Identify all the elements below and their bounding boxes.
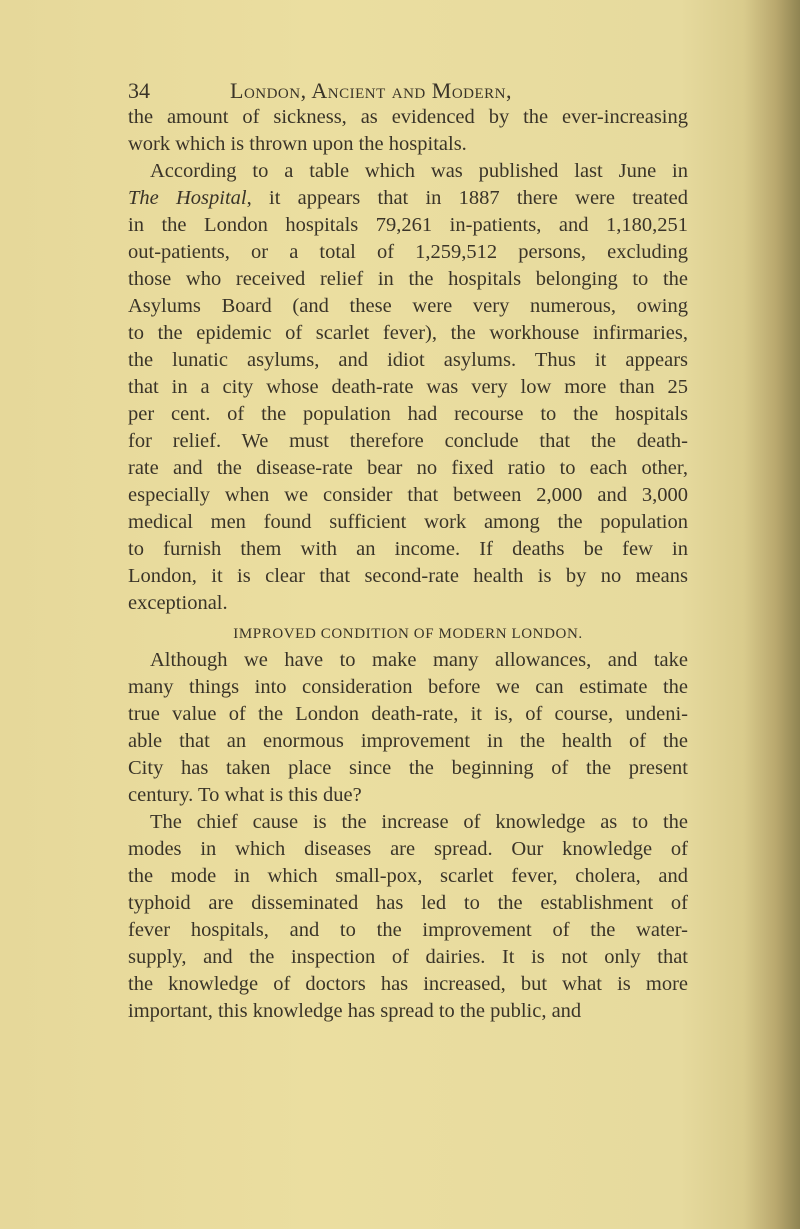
section-heading: IMPROVED CONDITION OF MODERN LONDON. [233,626,583,642]
page-number: 34 [128,78,150,103]
text-line: exceptional. [128,592,228,614]
text-line: to furnish them with an income. If deaths be few in [128,538,688,560]
text-line: London, it is clear that second-rate health is by no means [128,565,688,587]
text-line: the lunatic asylums, and idiot asylums. Thus it appears [128,349,688,371]
text-line: true value of the London death-rate, it is, of course, undeni- [128,703,688,725]
text-line: the amount of sickness, as evidenced by the ever-increasing [128,106,688,128]
text-line: fever hospitals, and to the improvement of the water- [128,919,688,941]
text-line: century. To what is this due? [128,784,362,806]
text-line: the knowledge of doctors has increased, but what is more [128,973,688,995]
text-line: to the epidemic of scarlet fever), the workhouse infirmaries, [128,322,688,344]
text-line: modes in which diseases are spread. Our knowledge of [128,838,688,860]
running-title: London, Ancient and Modern, [230,78,512,103]
text-line: According to a table which was published last June in [150,160,688,182]
text-line: that in a city whose death-rate was very low more than 25 [128,376,688,398]
text-line: The chief cause is the increase of knowledge as to the [150,811,688,833]
text-line: The Hospital, it appears that in 1887 there were treated [128,187,688,209]
text-line: those who received relief in the hospitals belonging to the [128,268,688,290]
text-line: City has taken place since the beginning of the present [128,757,688,779]
text-line: able that an enormous improvement in the health of the [128,730,688,752]
text-line: out-patients, or a total of 1,259,512 persons, excluding [128,241,688,263]
text-line: rate and the disease-rate bear no fixed ratio to each other, [128,457,688,479]
text-line: typhoid are disseminated has led to the establishment of [128,892,688,914]
text-line: per cent. of the population had recourse to the hospitals [128,403,688,425]
text-line: important, this knowledge has spread to the public, and [128,1000,582,1022]
text-line: supply, and the inspection of dairies. It is not only that [128,946,688,968]
text-line: for relief. We must therefore conclude that the death- [128,430,688,452]
text-line: work which is thrown upon the hospitals. [128,133,467,155]
text-line: many things into consideration before we can estimate the [128,676,688,698]
text-line: in the London hospitals 79,261 in-patients, and 1,180,251 [128,214,688,236]
text-line: Asylums Board (and these were very numerous, owing [128,295,688,317]
paragraph [128,647,688,809]
paragraph [128,809,688,1025]
paragraph [128,104,688,158]
text-line: Although we have to make many allowances, and take [150,649,688,671]
text-line: medical men found sufficient work among the population [128,511,688,533]
body-text [128,104,688,1025]
text-line: the mode in which small-pox, scarlet fever, cholera, and [128,865,688,887]
paragraph [128,158,688,617]
text-line: especially when we consider that between 2,000 and 3,000 [128,484,688,506]
